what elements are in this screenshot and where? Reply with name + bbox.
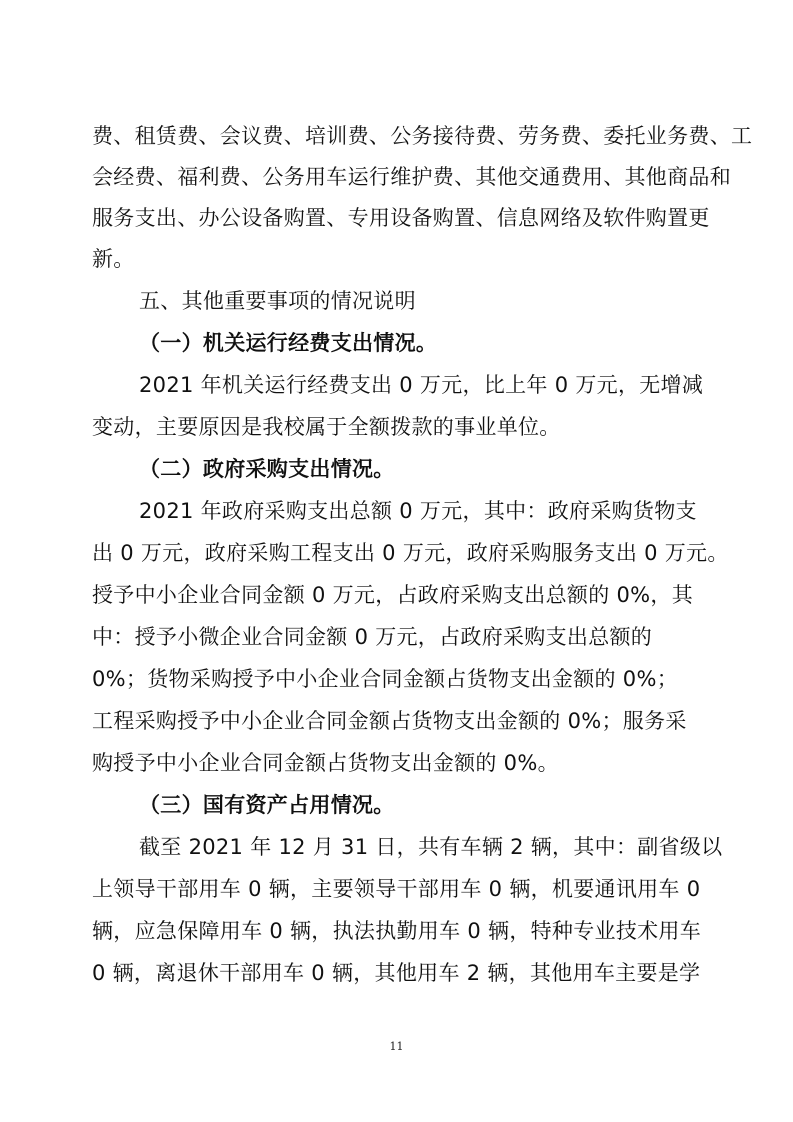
body-text-line: 上领导干部用车 0 辆，主要领导干部用车 0 辆，机要通讯用车 0 [92,877,701,901]
body-text-line: 工程采购授予中小企业合同金额占货物支出金额的 0%；服务采 [92,709,687,733]
body-text-line: 费、租赁费、会议费、培训费、公务接待费、劳务费、委托业务费、工 [92,124,753,148]
body-text-line: 新。 [92,247,135,271]
body-text-line: 0 辆，离退休干部用车 0 辆，其他用车 2 辆，其他用车主要是学 [92,961,701,985]
body-text-line: 会经费、福利费、公务用车运行维护费、其他交通费用、其他商品和 [92,165,731,189]
body-text-line: 0%；货物采购授予中小企业合同金额占货物支出金额的 0%； [92,667,679,691]
body-text-line: 中：授予小微企业合同金额 0 万元，占政府采购支出总额的 [92,625,653,649]
body-text-line: 出 0 万元，政府采购工程支出 0 万元，政府采购服务支出 0 万元。 [92,541,729,565]
body-text-line: 购授予中小企业合同金额占货物支出金额的 0%。 [92,751,559,775]
body-text-line: 2021 年机关运行经费支出 0 万元，比上年 0 万元，无增减 [139,373,704,397]
page-number: 11 [389,1040,404,1053]
body-text-line: 截至 2021 年 12 月 31 日，共有车辆 2 辆，其中：副省级以 [139,835,723,859]
subsection-heading: （一）机关运行经费支出情况。 [139,331,438,355]
body-text-line: 授予中小企业合同金额 0 万元，占政府采购支出总额的 0%，其 [92,583,693,607]
body-text-line: 辆，应急保障用车 0 辆，执法执勤用车 0 辆，特种专业技术用车 [92,919,702,943]
section-heading: 五、其他重要事项的情况说明 [139,289,416,313]
body-text-line: 服务支出、办公设备购置、专用设备购置、信息网络及软件购置更 [92,206,710,230]
body-text-line: 2021 年政府采购支出总额 0 万元，其中：政府采购货物支 [139,499,697,523]
subsection-heading: （二）政府采购支出情况。 [139,457,395,481]
body-text-line: 变动，主要原因是我校属于全额拨款的事业单位。 [92,415,561,439]
subsection-heading: （三）国有资产占用情况。 [139,793,395,817]
